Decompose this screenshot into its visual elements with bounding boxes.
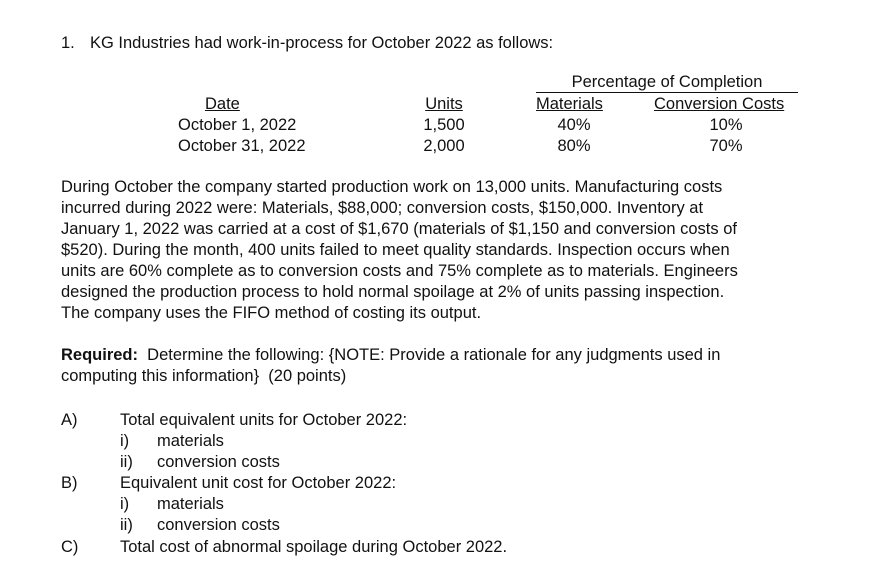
row-date: October 31, 2022 xyxy=(178,137,306,155)
paragraph-line: incurred during 2022 were: Materials, $88,000; conversion costs, $150,000. Inventory at xyxy=(61,199,704,217)
pct-completion-header: Percentage of Completion xyxy=(571,73,763,91)
paragraph-line: January 1, 2022 was carried at a cost of $1,670 (materials of $1,150 and conversion costs of xyxy=(61,220,737,238)
part-b-i-text: materials xyxy=(157,495,224,513)
col-date-header: Date xyxy=(205,95,240,113)
required-text: Determine the following: {NOTE: Provide a rationale for any judgments used in xyxy=(138,346,721,364)
paragraph-line: $520). During the month, 400 units failed to meet quality standards. Inspection occurs when xyxy=(61,241,730,259)
part-a-i-num: i) xyxy=(120,432,130,450)
paragraph-line: During October the company started production work on 13,000 units. Manufacturing costs xyxy=(61,178,723,196)
row-conversion: 70% xyxy=(709,137,743,155)
question-number: 1. xyxy=(61,34,75,52)
paragraph-line: designed the production process to hold normal spoilage at 2% of units passing inspection. xyxy=(61,283,725,301)
row-units: 1,500 xyxy=(423,116,465,134)
paragraph-line: The company uses the FIFO method of costing its output. xyxy=(61,304,482,322)
part-b-ii-num: ii) xyxy=(120,516,133,534)
part-a-letter: A) xyxy=(61,411,78,429)
required-label: Required: xyxy=(61,346,139,364)
required-text-cont: computing this information} (20 points) xyxy=(61,367,347,385)
part-b-letter: B) xyxy=(61,474,78,492)
part-a-ii-num: ii) xyxy=(120,453,133,471)
part-b-i-num: i) xyxy=(120,495,130,513)
part-a-ii-text: conversion costs xyxy=(157,453,280,471)
required-section xyxy=(61,345,821,387)
problem-description xyxy=(61,177,821,324)
col-conversion-header: Conversion Costs xyxy=(654,95,785,113)
part-a-title: Total equivalent units for October 2022: xyxy=(120,411,408,429)
part-b-title: Equivalent unit cost for October 2022: xyxy=(120,474,397,492)
paragraph-line: units are 60% complete as to conversion costs and 75% complete as to materials. Engineers xyxy=(61,262,738,280)
row-date: October 1, 2022 xyxy=(178,116,297,134)
part-c-letter: C) xyxy=(61,538,79,556)
question-heading: KG Industries had work-in-process for October 2022 as follows: xyxy=(90,34,554,52)
row-conversion: 10% xyxy=(709,116,743,134)
part-c-title: Total cost of abnormal spoilage during October 2022. xyxy=(120,538,508,556)
part-b-ii-text: conversion costs xyxy=(157,516,280,534)
row-units: 2,000 xyxy=(423,137,465,155)
row-materials: 80% xyxy=(557,137,591,155)
col-units-header: Units xyxy=(425,95,463,113)
part-a-i-text: materials xyxy=(157,432,224,450)
pct-completion-underline xyxy=(536,92,798,93)
col-materials-header: Materials xyxy=(536,95,603,113)
row-materials: 40% xyxy=(557,116,591,134)
